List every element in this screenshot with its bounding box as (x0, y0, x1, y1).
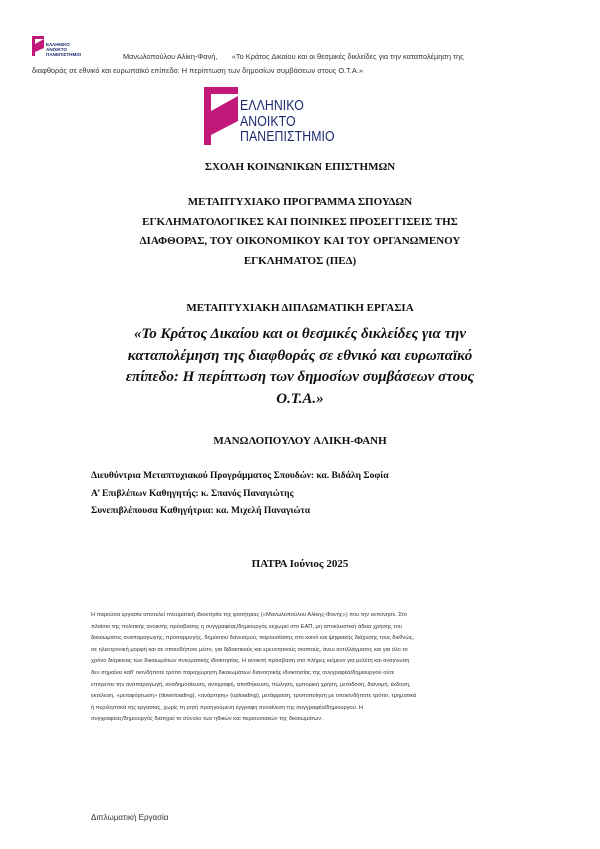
copyright-line: σε ηλεκτρονική μορφή και σε οποιοδήποτε μέσο, για διδακτικούς και ερευνητικούς σκοπούς, άνευ αντιλλάγματος και για όλο το (91, 646, 408, 653)
program-director: Διευθύντρια Μεταπτυχιακού Προγράμματος Σπουδών: κα. Βιδάλη Σοφία (91, 471, 389, 481)
copyright-line: Η παρούσα εργασία αποτελεί πνευματική ιδιοκτησία της φοιτήτριας («Μανωλοπούλου Αλίκης-Φανής») που την εκπόνησε. Στο (91, 612, 407, 618)
header-logo-line-3: ΠΑΝΕΠΙΣΤΗΜΙΟ (46, 52, 82, 57)
copyright-line: εκτέλεση, «μεταφόρτωση» (downloading), «ανάρτηση» (uploading), μετάφραση, τροποποίηση με οποιονδήποτε τρόπο, τμηματικά (91, 693, 417, 700)
copyright-line: ή περιληπτικά της εργασίας, χωρίς τη ρητή προηγούμενη έγγραφη συναίνεση της συγγραφέα/δημιουργού. Η (91, 704, 364, 711)
logo-line-1: ΕΛΛΗΝΙΚΟ (240, 97, 304, 114)
primary-supervisor: Α’ Επιβλέπων Καθηγητής: κ. Σπανός Παναγιώτης (91, 488, 294, 499)
copyright-line: δικαιώματος αναπαραγωγής, προσαρμογής, δημόσιου δανεισμού, παρουσίασης στο κοινό και ψηφιακής διάχυσης τους διεθνώς, (91, 635, 414, 642)
university-logo (204, 87, 364, 153)
logo-line-2: ΑΝΟΙΚΤΟ (240, 112, 296, 130)
title-line: επίπεδο: Η περίπτωση των δημοσίων συμβάσεων στους (125, 369, 475, 385)
program-title (0, 193, 600, 271)
title-line: «Το Κράτος Δικαίου και οι θεσμικές δικλείδες για την (133, 326, 467, 342)
copyright-line: επιτρέπει την αναπαραγωγή, αναδημοσίευση, αντιγραφή, αποθήκευση, πώληση, εμπορική χρήση, μετάδοση, διανομή, έκδοση, (91, 681, 411, 688)
university-logo-mark (204, 87, 238, 145)
thesis-type-label: ΜΕΤΑΠΤΥΧΙΑΚΗ ΔΙΠΛΩΜΑΤΙΚΗ ΕΡΓΑΣΙΑ (186, 302, 414, 314)
program-line: ΕΓΚΛΗΜΑΤΟΣ (ΠΕΔ) (243, 254, 357, 267)
author-name: ΜΑΝΩΛΟΠΟΥΛΟΥ ΑΛΙΚΗ-ΦΑΝΗ (213, 435, 387, 447)
program-line: ΕΓΚΛΗΜΑΤΟΛΟΓΙΚΕΣ ΚΑΙ ΠΟΙΝΙΚΕΣ ΠΡΟΣΕΓΓΙΣΕΙΣ ΤΗΣ (142, 215, 458, 228)
thesis-title (110, 324, 490, 410)
program-line: ΜΕΤΑΠΤΥΧΙΑΚΟ ΠΡΟΓΡΑΜΜΑ ΣΠΟΥΔΩΝ (187, 196, 413, 208)
school-name: ΣΧΟΛΗ ΚΟΙΝΩΝΙΚΩΝ ΕΠΙΣΤΗΜΩΝ (204, 161, 396, 173)
copyright-line: δεν σημαίνει καθ’ οιονδήποτε τρόπο παραχώρηση δικαιωμάτων διανοητικής ιδιοκτησίας της συγγραφέα/δημιουργού ούτε (91, 669, 395, 676)
logo-line-3: ΠΑΝΕΠΙΣΤΗΜΙΟ (240, 128, 335, 145)
header-logo-line-2: ΑΝΟΙΚΤΟ (46, 47, 68, 52)
co-supervisor: Συνεπιβλέπουσα Καθηγήτρια: κα. Μιχελή Παναγιώτα (91, 506, 311, 516)
running-header-line-2: διαφθοράς σε εθνικό και ευρωπαϊκό επίπεδο: Η περίπτωση των δημοσίων συμβάσεων στους Ο.Τ.Α.» (32, 66, 364, 75)
supervisors-list (91, 468, 389, 521)
title-line: καταπολέμηση της διαφθοράς σε εθνικό και ευρωπαϊκό (127, 347, 473, 364)
page-footer: Διπλωματική Εργασία (91, 813, 169, 822)
copyright-line: συγγραφέας/δημιουργός διατηρεί το σύνολο των ηθικών και περιουσιακών της δικαιωμάτων. (91, 716, 323, 723)
university-logo-mark-small (32, 36, 44, 56)
program-line: ΔΙΑΦΘΟΡΑΣ, ΤΟΥ ΟΙΚΟΝΟΜΙΚΟΥ ΚΑΙ ΤΟΥ ΟΡΓΑΝΩΜΕΝΟΥ (139, 235, 461, 247)
copyright-line: χρόνο διάρκειας των δικαιωμάτων πνευματικής ιδιοκτησίας. Η ανοικτή πρόσβαση στο πλήρες κείμενο για μελέτη και ανάγνωση (91, 658, 410, 665)
header-logo-line-1: ΕΛΛΗΝΙΚΟ (46, 42, 70, 47)
copyright-notice (91, 610, 511, 726)
copyright-line: πλαίσιο της πολιτικής ανοικτής πρόσβασης η συγγραφέας/δημιουργός εκχωρεί στο ΕΑΠ, μη αποκλειστική άδεια χρήσης του (91, 623, 402, 630)
title-line: Ο.Τ.Α.» (276, 390, 324, 407)
header-logo (32, 36, 82, 62)
place-date: ΠΑΤΡΑ Ιούνιος 2025 (251, 558, 349, 570)
running-header-line-1: Μανωλοπούλου Αλίκη-Φανή, «Το Κράτος Δικαίου και οι θεσμικές δικλείδες για την καταπολέμηση της (123, 52, 464, 61)
